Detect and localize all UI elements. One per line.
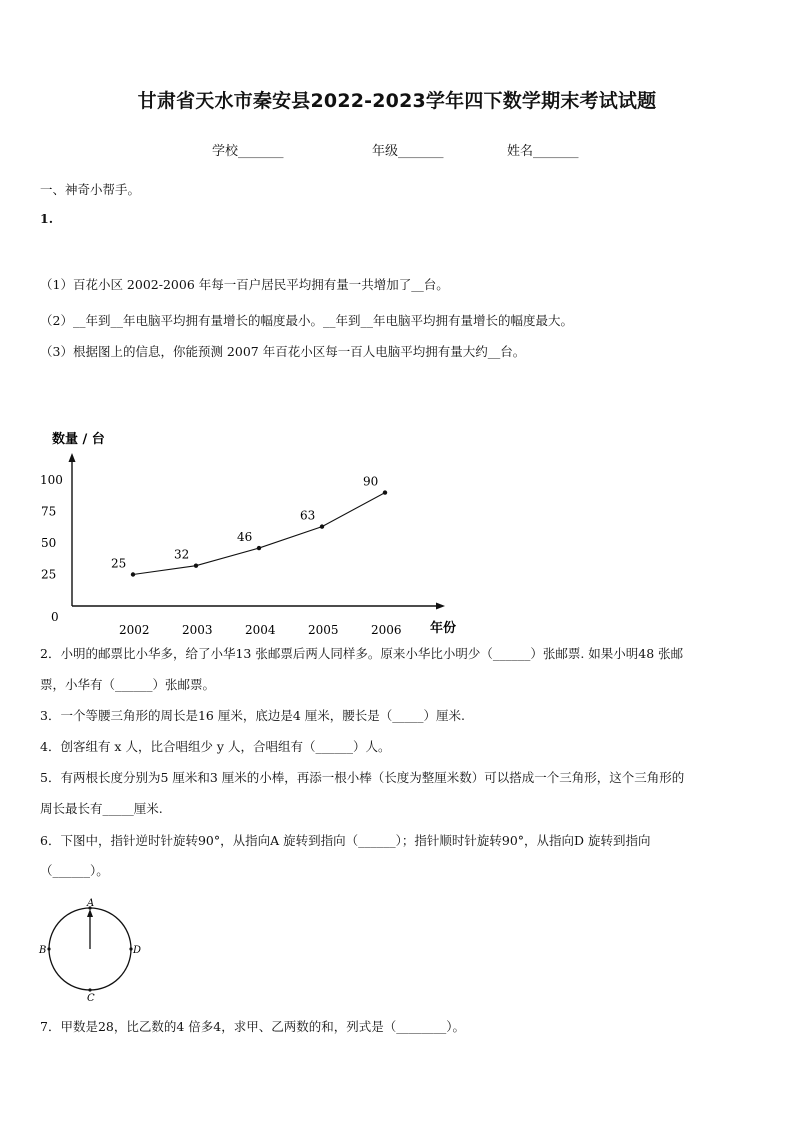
data-label: 90 [363, 474, 379, 489]
data-label: 46 [237, 530, 253, 545]
question-5-line-2: 周长最长有_____厘米. [40, 801, 163, 816]
question-1-part-3: （3）根据图上的信息，你能预测 2007 年百花小区每一百人电脑平均拥有量大约__台。 [40, 344, 526, 359]
data-point [131, 572, 135, 576]
data-point [320, 524, 324, 528]
data-label: 25 [111, 556, 127, 571]
question-5-line-1: 5．有两根长度分别为5 厘米和3 厘米的小棒，再添一根小棒（长度为整厘米数）可以搭成一个三角形，这个三角形的 [40, 770, 685, 785]
series-line [133, 493, 385, 575]
dial-label-d: D [133, 945, 142, 956]
dial-label-a: A [87, 898, 95, 909]
dial-mark-c [88, 988, 91, 991]
y-tick-label: 50 [41, 536, 57, 550]
question-7: 7．甲数是28，比乙数的4 倍多4，求甲、乙两数的和，列式是（________）。 [40, 1019, 465, 1034]
y-tick-label: 75 [41, 504, 57, 519]
section-heading: 一、神奇小帮手。 [40, 182, 141, 197]
question-1-part-2: （2）__年到__年电脑平均拥有量增长的幅度最小。__年到__年电脑平均拥有量增长的幅度最大。 [40, 313, 573, 328]
grade-field: 年级_______ [372, 144, 444, 159]
page-title: 甘肃省天水市秦安县2022-2023学年四下数学期末考试试题 [137, 90, 657, 112]
y-tick-label: 0 [51, 610, 59, 624]
question-6-line-2: （______）。 [40, 863, 109, 878]
x-tick-label: 2002 [119, 623, 150, 637]
data-point [383, 490, 387, 494]
question-6-line-1: 6．下图中，指针逆时针旋转90°，从指向A 旋转到指向（______）；指针顺时针旋转90°，从指向D 旋转到指向 [40, 833, 651, 848]
data-point [194, 563, 198, 567]
dial-pointer-arrow [87, 909, 93, 917]
x-tick-label: 2005 [308, 623, 339, 637]
y-tick-label: 25 [41, 567, 57, 582]
question-2-line-2: 票，小华有（______）张邮票。 [40, 677, 216, 692]
data-label: 63 [300, 508, 316, 523]
dial-label-b: B [39, 945, 47, 956]
dial-diagram [36, 895, 146, 1005]
question-3: 3．一个等腰三角形的周长是16 厘米，底边是4 厘米，腰长是（_____）厘米. [40, 708, 465, 723]
x-tick-label: 2004 [245, 623, 276, 637]
line-chart [0, 420, 794, 650]
x-tick-label: 2006 [371, 623, 402, 637]
data-label: 32 [174, 547, 190, 562]
dial-label-c: C [87, 993, 95, 1004]
question-1-part-1: （1）百花小区 2002-2006 年每一百户居民平均拥有量一共增加了__台。 [40, 277, 449, 292]
y-axis-arrow [69, 453, 76, 462]
data-point [257, 546, 261, 550]
question-4: 4．创客组有 x 人，比合唱组少 y 人，合唱组有（______）人。 [40, 739, 391, 754]
x-axis-arrow [436, 603, 445, 610]
y-axis-label: 数量 / 台 [52, 432, 105, 447]
question-1-number: 1. [40, 211, 54, 226]
dial-mark-b [47, 947, 50, 950]
school-field: 学校_______ [212, 144, 284, 159]
x-tick-label: 2003 [182, 623, 213, 637]
x-axis-label: 年份 [430, 621, 457, 636]
question-2-line-1: 2．小明的邮票比小华多，给了小华13 张邮票后两人同样多。原来小华比小明少（______）张邮票. 如果小明48 张邮 [40, 646, 684, 661]
y-tick-label: 100 [40, 473, 63, 487]
name-field: 姓名_______ [507, 144, 579, 159]
